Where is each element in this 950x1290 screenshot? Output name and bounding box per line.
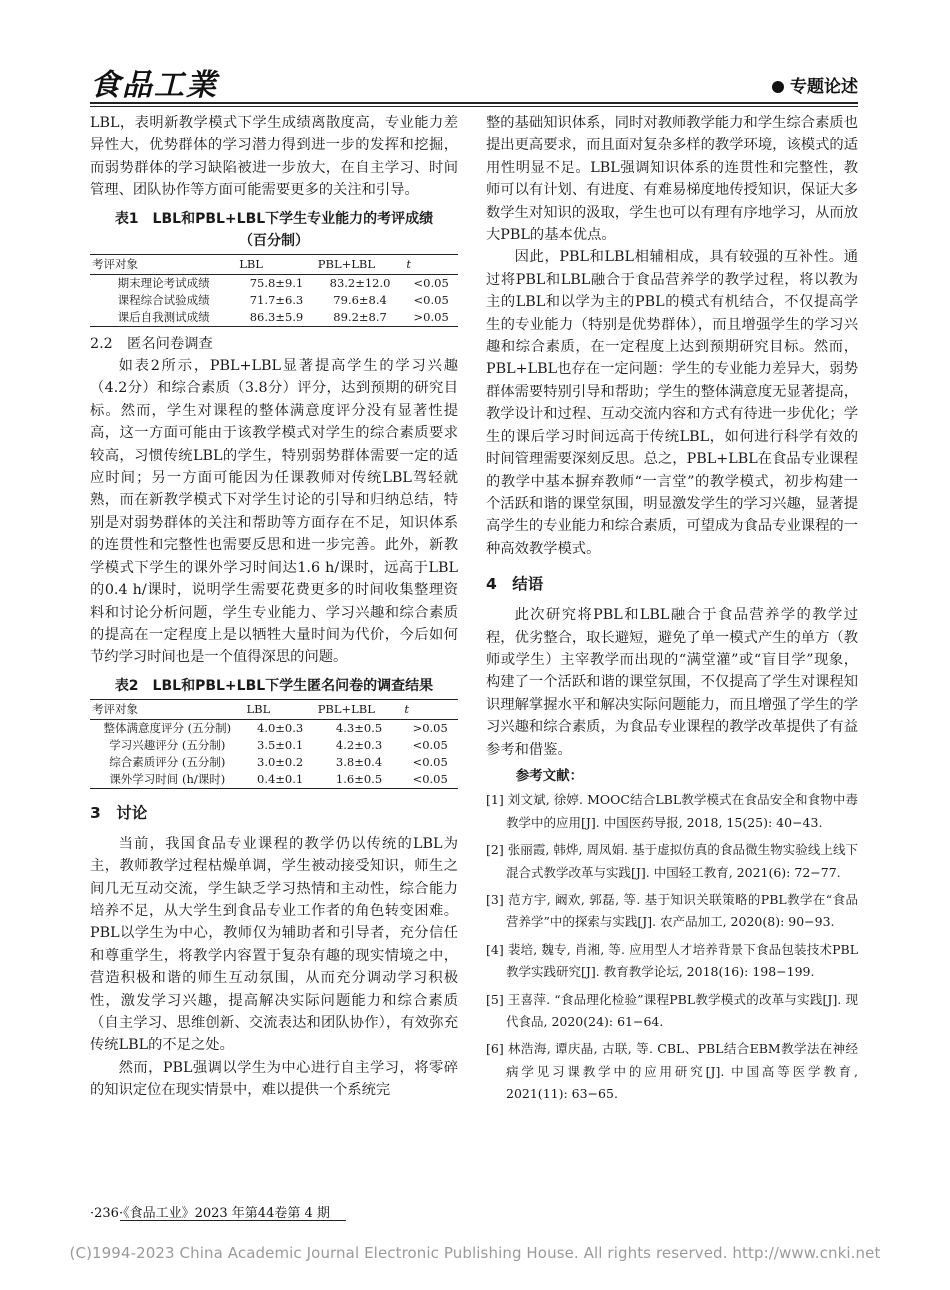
reference-item: [2] 张丽霞, 韩烨, 周凤娟. 基于虚拟仿真的食品微生物实验线上线下混合式教学改革与实践[J]. 中国轻工教育, 2021(6): 72−77. <box>486 842 858 880</box>
table-cell: 3.0±0.2 <box>257 754 304 769</box>
table-row <box>90 292 458 309</box>
table-row <box>90 274 458 292</box>
left-paragraph-2: 如表2所示，PBL+LBL显著提高学生的学习兴趣（4.2分）和综合素质（3.8分）评分，达到预期的研究目标。然而，学生对课程的整体满意度评分没有显著性提高，这一方面可能由于该教学模式对学生的综合素质要求较高，习惯传统LBL的学生，特别弱势群体需要一定的适应时间；另一方面可能因为任课教师对传统LBL驾轻就熟，而在新教学模式下对学生讨论的引导和归纳总结，特别是对弱势群体的关注和帮助等方面存在不足，知识体系的连贯性和完整性也需要反思和进一步完善。此外，新教学模式下学生的课外学习时间达1.6 h/课时，远高于LBL的0.4 h/课时，说明学生需要花费更多的时间收集整理资料和讨论分析问题，学生专业能力、学习兴趣和综合素质的提高在一定程度上是以牺牲大量时间为代价，今后如何节约学习时间也是一个值得深思的问题。 <box>90 358 458 666</box>
table-cell: 89.2±8.7 <box>316 309 405 327</box>
reference-item: [3] 范方宇, 阚欢, 郭磊, 等. 基于知识关联策略的PBL教学在“食品营养学”中的探索与实践[J]. 农产品加工, 2020(8): 90−93. <box>486 892 858 930</box>
table-1 <box>90 254 458 327</box>
right-paragraph-3: 此次研究将PBL和LBL融合于食品营养学的教学过程，优劣整合，取长避短，避免了单一模式产生的单方（教师或学生）主宰教学而出现的“满堂灌”或“盲目学”现象，构建了一个活跃和谐的课堂氛围，不仅提高了学生对课程知识理解掌握水平和解决实际问题能力，而且增强了学生的学习兴趣和综合素质，为食品专业课程的教学改革提供了有益参考和借鉴。 <box>486 607 858 758</box>
table-cell: 期末理论考试成绩 <box>117 275 210 290</box>
table-cell: <0.05 <box>413 292 449 307</box>
right-column <box>486 112 858 1111</box>
table-cell: 83.2±12.0 <box>329 275 391 290</box>
reference-item: [1] 刘文斌, 徐婷. MOOC结合LBL教学模式在食品安全和食物中毒教学中的应用[J]. 中国医药导报, 2018, 15(25): 40−43. <box>486 792 858 830</box>
reference-list <box>486 789 858 1105</box>
references-title: 参考文献： <box>515 767 584 784</box>
table-2-header: LBL <box>245 699 316 719</box>
table-cell: 4.2±0.3 <box>335 737 383 752</box>
journal-logo: 食品工業 <box>90 68 218 103</box>
table-2-title: 表2 LBL和PBL+LBL下学生匿名问卷的调查结果 <box>114 677 434 694</box>
table-cell: >0.05 <box>404 309 458 327</box>
table-cell: <0.05 <box>413 275 449 290</box>
table-cell: 4.0±0.3 <box>257 720 304 735</box>
table-1-header: PBL+LBL <box>316 254 405 274</box>
heading-4: 4 结语 <box>486 575 544 594</box>
table-cell: <0.05 <box>412 754 448 769</box>
table-row <box>90 754 458 771</box>
table-cell: >0.05 <box>412 720 448 735</box>
table-2-header: t <box>402 699 458 719</box>
table-2 <box>90 699 458 789</box>
table-cell: 4.3±0.5 <box>335 720 383 735</box>
right-paragraph-1: 整的基础知识体系，同时对教师教学能力和学生综合素质也提出更高要求，而且面对复杂多样的教学环境，该模式的适用性明显不足。LBL强调知识体系的连贯性和完整性，教师可以有计划、有进度、有难易梯度地传授知识，保证大多数学生对知识的汲取，学生也可以有理有序地学习，从而放大PBL的基本优点。 <box>486 115 858 244</box>
table-cell: 课程综合试验成绩 <box>117 292 210 307</box>
reference-item: [4] 裴培, 魏专, 肖湘, 等. 应用型人才培养背景下食品包装技术PBL教学实践研究[J]. 教育教学论坛, 2018(16): 198−199. <box>486 941 858 980</box>
table-cell: 86.3±5.9 <box>237 309 316 327</box>
copyright-line: (C)1994-2023 China Academic Journal Electronic Publishing House. All rights reserved. http://www.cnki.net <box>69 1244 881 1262</box>
reference-item: [5] 王喜萍. “食品理化检验”课程PBL教学模式的改革与实践[J]. 现代食品, 2020(24): 61−64. <box>486 991 858 1030</box>
heading-3: 3 讨论 <box>90 803 148 822</box>
left-column <box>90 112 458 1102</box>
table-cell: 3.8±0.4 <box>335 754 383 769</box>
table-cell: 课外学习时间 (h/课时) <box>90 771 245 789</box>
bullet-icon <box>772 81 784 93</box>
table-row <box>90 719 458 737</box>
table-cell: 75.8±9.1 <box>249 275 304 290</box>
right-paragraph-2: 因此，PBL和LBL相辅相成，具有较强的互补性。通过将PBL和LBL融合于食品营养学的教学过程，将以教为主的LBL和以学为主的PBL的模式有机结合，不仅提高学生的专业能力（特别是优势群体），而且增强学生的学习兴趣和综合素质，在一定程度上达到预期研究目标。然而，PBL+LBL也存在一定问题：学生的专业能力差异大，弱势群体需要特别引导和帮助；学生的整体满意度无显著提高，教学设计和过程、互动交流内容和方式有待进一步优化；学生的课后学习时间远高于传统LBL，如何进行科学有效的时间管理需要深刻反思。总之，PBL+LBL在食品专业课程的教学中基本摒弃教师“一言堂”的教学模式，初步构建一个活跃和谐的课堂氛围，明显激发学生的学习兴趣，显著提高学生的专业能力和综合素质，可望成为食品专业课程的一种高效教学模式。 <box>486 249 858 557</box>
reference-item: [6] 林浩海, 谭庆晶, 古联, 等. CBL、PBL结合EBM教学法在神经病学见习课教学中的应用研究[J]. 中国高等医学教育, 2021(11): 63−65. <box>486 1041 858 1102</box>
table-cell: 学习兴趣评分 (五分制) <box>109 737 226 752</box>
table-cell: <0.05 <box>412 737 448 752</box>
left-paragraph-3: 当前，我国食品专业课程的教学仍以传统的LBL为主，教师教学过程枯燥单调，学生被动接受知识，师生之间几无互动交流，学生缺乏学习热情和主动性，综合能力培养不足，从大学生到食品专业工作者的角色转变困难。PBL以学生为中心，教师仅为辅助者和引导者，充分信任和尊重学生，将教学内容置于复杂有趣的现实情境之中，营造积极和谐的师生互动氛围，从而充分调动学习积极性，激发学习兴趣，提高解决实际问题能力和综合素质（自主学习、思维创新、交流表达和团队协作），有效弥充传统LBL的不足之处。 <box>90 835 458 1054</box>
section-label: 专题论述 <box>790 77 858 97</box>
table-cell: <0.05 <box>402 771 458 789</box>
folio-rule <box>120 1220 346 1221</box>
table-row <box>90 771 458 789</box>
table-cell: 1.6±0.5 <box>316 771 403 789</box>
table-1-header: LBL <box>237 254 316 274</box>
table-row <box>90 309 458 327</box>
header-rule-thin <box>90 106 858 107</box>
page-folio: ·236·《食品工业》2023 年第44卷第 4 期 <box>90 1206 330 1221</box>
table-1-title-line2: （百分制） <box>239 232 309 249</box>
heading-2-2: 2.2 匿名问卷调查 <box>90 335 213 352</box>
table-cell: 3.5±0.1 <box>257 737 304 752</box>
left-paragraph-4: 然而，PBL强调以学生为中心进行自主学习，将零碎的知识定位在现实情景中，难以提供一个系统完 <box>90 1059 458 1099</box>
table-cell: 71.7±6.3 <box>249 292 304 307</box>
table-row <box>90 737 458 754</box>
table-1-title <box>90 208 458 252</box>
section-tag <box>772 72 858 97</box>
table-cell: 79.6±8.4 <box>333 292 387 307</box>
table-2-header: PBL+LBL <box>316 699 403 719</box>
table-2-header: 考评对象 <box>90 699 245 719</box>
table-1-header: t <box>404 254 458 274</box>
table-cell: 课后自我测试成绩 <box>90 309 237 327</box>
table-cell: 综合素质评分 (五分制) <box>109 754 226 769</box>
table-cell: 整体满意度评分 (五分制) <box>103 720 232 735</box>
table-1-title-line1: 表1 LBL和PBL+LBL下学生专业能力的考评成绩 <box>114 210 434 227</box>
left-paragraph-1: LBL，表明新教学模式下学生成绩离散度高，专业能力差异性大，优势群体的学习潜力得到进一步的发挥和挖掘，而弱势群体的学习缺陷被进一步放大，在自主学习、时间管理、团队协作等方面可能需要更多的关注和引导。 <box>90 115 458 199</box>
table-cell: 0.4±0.1 <box>245 771 316 789</box>
table-1-header: 考评对象 <box>90 254 237 274</box>
header-rule <box>90 102 858 104</box>
